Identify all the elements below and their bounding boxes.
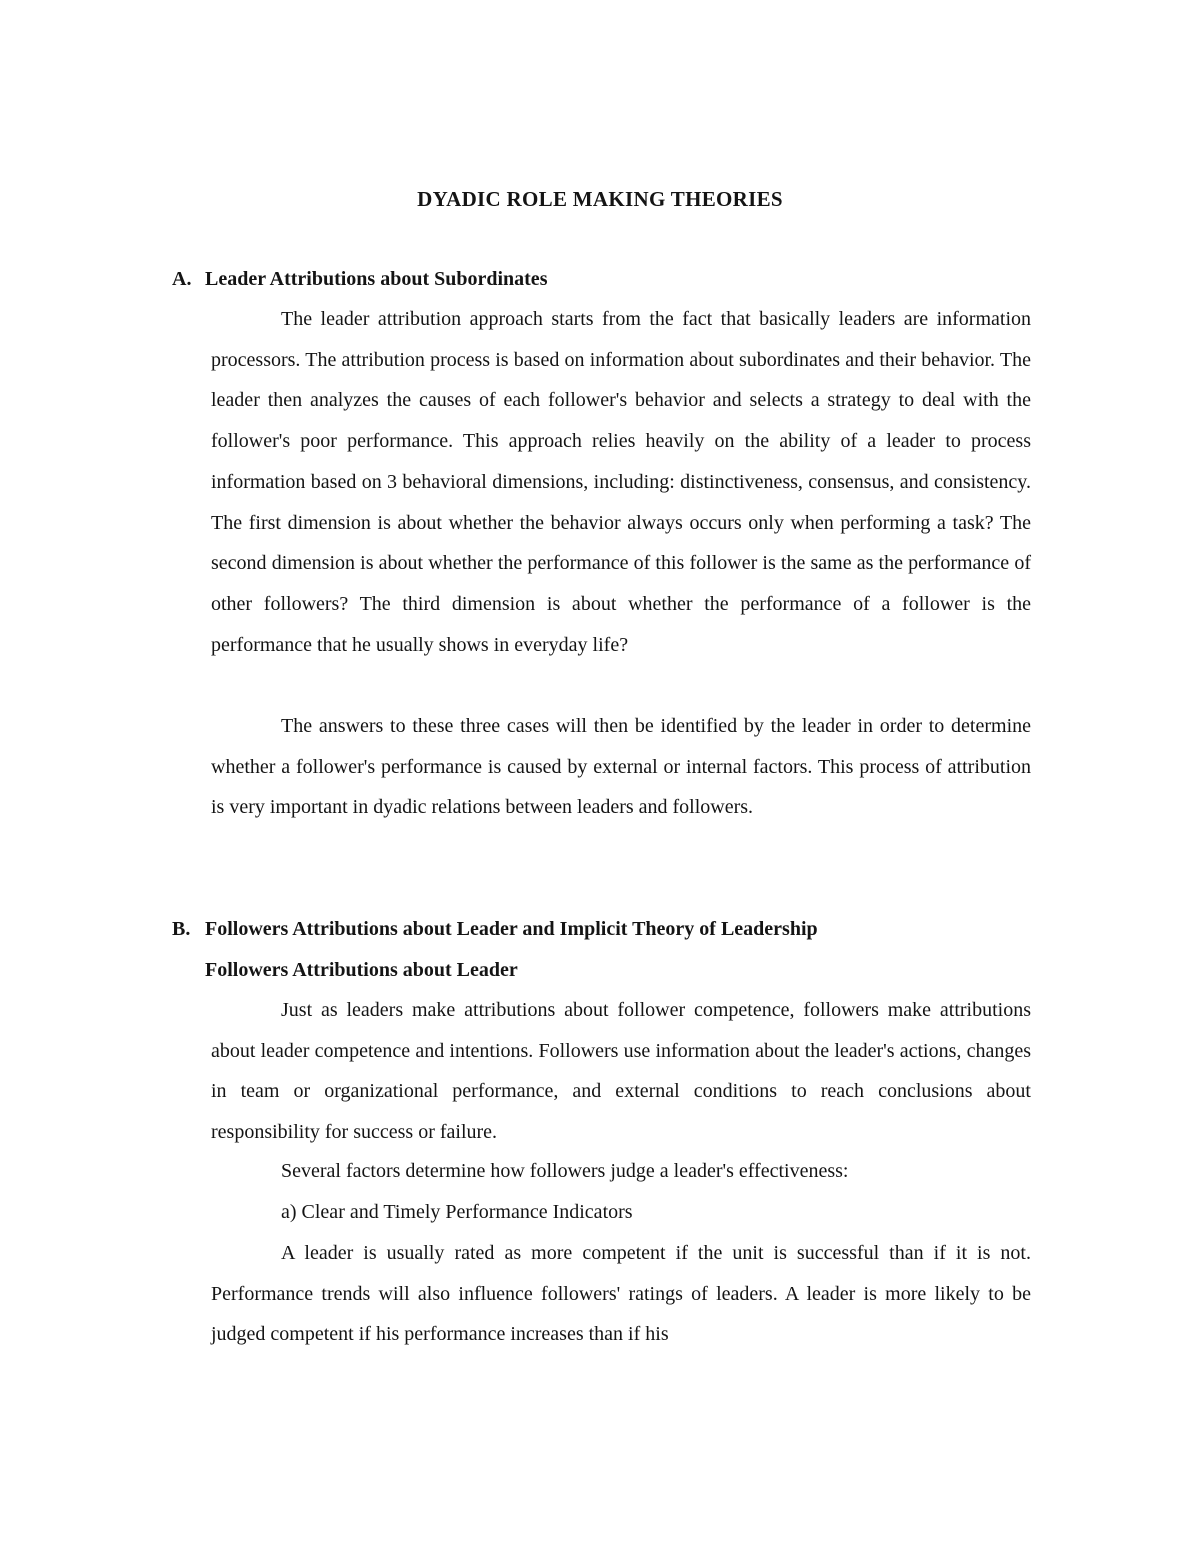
factor-a-heading: a) Clear and Timely Performance Indicators	[281, 1201, 633, 1223]
section-b-paragraph-1: Just as leaders make attributions about follower competence, followers make attributions about leader competence and intentions. Followers use information about the leader's actions, changes in team or organizational performance, and external conditions to reach conclusions about responsibility for success or failure.	[211, 999, 1031, 1144]
section-a-paragraph-2: The answers to these three cases will then be identified by the leader in order to determine whether a follower's performance is caused by external or internal factors. This process of attribution is very important in dyadic relations between leaders and followers.	[211, 715, 1031, 819]
section-b-heading	[172, 914, 818, 944]
section-b-letter: B.	[172, 918, 191, 940]
section-b-title: Followers Attributions about Leader and Implicit Theory of Leadership	[205, 918, 818, 940]
section-b-subheading: Followers Attributions about Leader	[205, 959, 518, 981]
section-a-paragraph-1: The leader attribution approach starts from the fact that basically leaders are information processors. The attribution process is based on information about subordinates and their behavior. The leader then analyzes the causes of each follower's behavior and selects a strategy to deal with the follower's poor performance. This approach relies heavily on the ability of a leader to process information based on 3 behavioral dimensions, including: distinctiveness, consensus, and consistency. The first dimension is about whether the behavior always occurs only when performing a task? The second dimension is about whether the performance of this follower is the same as the performance of other followers? The third dimension is about whether the performance of a follower is the performance that he usually shows in everyday life?	[211, 308, 1031, 656]
section-a-letter: A.	[172, 268, 192, 290]
section-a-title: Leader Attributions about Subordinates	[205, 268, 548, 290]
section-a-heading	[172, 264, 547, 294]
factors-intro: Several factors determine how followers judge a leader's effectiveness:	[281, 1160, 849, 1182]
section-b-paragraph-final: A leader is usually rated as more competent if the unit is successful than if it is not. Performance trends will also influence followers' ratings of leaders. A leader is more likely to be judged competent if his performance increases than if his	[211, 1242, 1031, 1346]
document-title: DYADIC ROLE MAKING THEORIES	[417, 187, 783, 211]
